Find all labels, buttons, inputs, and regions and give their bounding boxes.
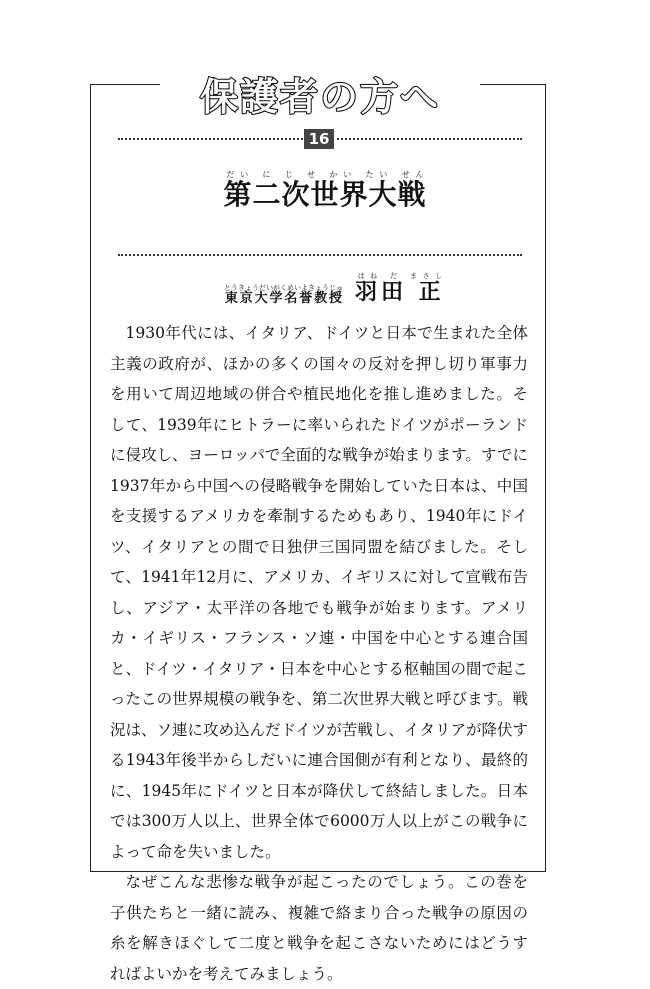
author-name: 羽田 正 xyxy=(355,280,445,305)
author-affiliation-ruby xyxy=(224,284,343,306)
title-text: 第二次世界大戦 xyxy=(223,178,427,211)
heading-title: 保護者の方へ xyxy=(199,74,440,119)
author-affiliation: 東京大学名誉教授 xyxy=(224,291,343,306)
paragraph-2: なぜこんな悲惨な戦争が起こったのでしょう。この巻を子供たちと一緒に読み、複雑で絡まり合った戦争の原因の糸を解きほぐして二度と戦争を起こさないためにはどうすればよいかを考えてみましょう。 xyxy=(110,873,528,983)
heading-banner xyxy=(160,66,480,120)
dotted-divider-bottom xyxy=(118,254,522,256)
author-name-reading: はね だ まさし xyxy=(355,272,445,280)
paragraph-1: 1930年代には、イタリア、ドイツと日本で生まれた全体主義の政府が、ほかの多くの国々の反対を押し切り軍事力を用いて周辺地域の併合や植民地化を推し進めました。そして、1939年にヒトラーに率いられたドイツがポーランドに侵攻し、ヨーロッパで全面的な戦争が始まります。すでに1937年から中国への侵略戦争を開始していた日本は、中国を支援するアメリカを牽制するためもあり、1940年にドイツ、イタリアとの間で日独伊三国同盟を結びました。そして、1941年12月に、アメリカ、イギリスに対して宣戦布告し、アジア・太平洋の各地でも戦争が始まります。アメリカ・イギリス・フランス・ソ連・中国を中心とする連合国と、ドイツ・イタリア・日本を中心とする枢軸国の間で起こったこの世界規模の戦争を、第二次世界大戦と呼びます。戦況は、ソ連に攻め込んだドイツが苦戦し、イタリアが降伏する1943年後半からしだいに連合国側が有利となり、最終的に、1945年にドイツと日本が降伏して終結しました。日本では300万人以上、世界全体で6000万人以上がこの戦争によって命を失いました。 xyxy=(110,324,528,861)
title-reading: だい に じ せ かい たい せん xyxy=(223,170,427,179)
title-ruby xyxy=(223,170,427,211)
volume-badge xyxy=(303,128,335,150)
author-name-ruby xyxy=(355,272,445,306)
author-block xyxy=(224,272,445,306)
volume-number: 16 xyxy=(304,129,335,149)
article-title xyxy=(0,170,650,213)
author-affiliation-reading: とうきょうだいがくめいよきょうじゅ xyxy=(224,284,343,292)
body-text xyxy=(110,318,528,989)
